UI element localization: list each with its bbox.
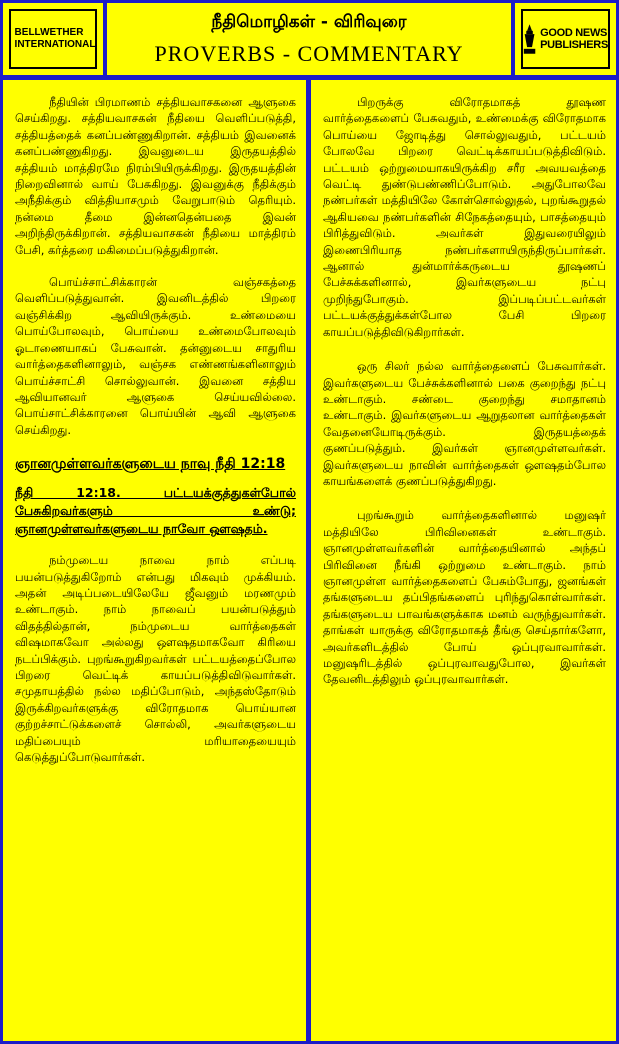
good-news-logo-line-2: PUBLISHERS [540,39,608,51]
bellwether-logo-frame [9,9,97,69]
good-news-logo [515,3,616,75]
good-news-logo-text [540,27,608,51]
bellwether-logo-line-1: BELLWETHER [14,27,84,38]
bellwether-logo-line-2: INTERNATIONAL [14,39,96,50]
bellwether-logo-text [15,27,96,51]
title-tamil: நீதிமொழிகள் - விரிவுரை [211,12,407,32]
right-paragraph-3: புறங்கூறும் வார்த்தைகளினால் மனுஷர் மத்தியிலே பிரிவினைகள் உண்டாகும். ஞானமுள்ளவர்களின் வார்த்தையினால் அந்தப் பிரிவினை நீங்கி ஒற்றுமை உண்டாகும். நாம் ஞானமுள்ள வார்த்தைகளைப் பேசும்போது, ஜனங்கள் தங்களுடைய தப்பிதங்களைப் புரிந்துகொள்வார்கள். தங்களுடைய பாவங்களுக்காக மனம் வருந்துவார்கள். தாங்கள் யாருக்கு விரோதமாகத் தீங்கு செய்தார்களோ, அவர்களிடத்தில் போய் ஒப்புரவாவார்கள். மனுஷரிடத்தில் ஒப்புரவாவதுபோல, இவர்கள் தேவனிடத்திலும் ஒப்புரவாவார்கள். [323,508,606,687]
left-column [3,80,306,1041]
title-english: PROVERBS - COMMENTARY [154,41,464,66]
left-paragraph-2: பொய்ச்சாட்சிக்காரன் வஞ்சகத்தை வெளிப்படுத்துவான். இவனிடத்தில் பிறரை வஞ்சிக்கிற ஆவியிருக்கும். உண்மையை பொய்போலவும், பொய்யை உண்மைபோலவும் ஓடாணையாகப் பேசுவான். தன்னுடைய சாதுரிய வார்த்தைகளினாலும், வஞ்சக எண்ணங்களினாலும் பொய்ச்சாட்சி சொல்லுவான். இவனை சத்திய ஆவியானவர் ஆளுகை செய்யவில்லை. பொய்சாட்சிக்காரனை பொய்யின் ஆவி ஆளுகை செய்கிறது. [15,275,296,437]
right-paragraph-1: பிறருக்கு விரோதமாகத் தூஷண வார்த்தைகளைப் பேசுவதும், உண்மைக்கு விரோதமாக பொய்யை ஜோடித்து சொல்லுவதும், பட்டயம் போலவே பிறரை வெட்டிக்காயப்படுத்திவிடும். பட்டயம் ஒற்றுமையாகயிருக்கிற சரீர அவயவத்தை வெட்டி துண்டுபண்ணிப்போடும். அதுபோலவே நண்பர்கள் மத்தியிலே கோள்சொல்லுதல், புறங்கூறுதல் ஆகியவை நண்பர்களின் சிநேகத்தையும், பாசத்தையும் பிரித்துவிடும். அவர்கள் இதுவரையிலும் இணைபிரியாத நண்பர்களாயிருந்திருப்பார்கள். ஆனால் துன்மார்க்கருடைய தூஷணப் பேச்சுக்களினால், இவர்களுடைய நட்பு முறிந்துபோகும். இப்படிப்பட்டவர்கள் பட்டயக்குத்துக்கள்போல பேசி பிறரை காயப்படுத்திவிடுகிறார்கள். [323,95,606,339]
verse-quote: நீதி 12:18. பட்டயக்குத்துகள்போல் பேசுகிறவர்களும் உண்டு; ஞானமுள்ளவர்களுடைய நாவோ ஔஷதம். [15,485,296,537]
section-heading: ஞானமுள்ளவர்களுடைய நாவு நீதி 12:18 [15,456,286,473]
lamp-icon [523,19,536,59]
bellwether-logo [3,3,103,75]
left-paragraph-3: நம்முடைய நாவை நாம் எப்படி பயன்படுத்துகிறோம் என்பது மிகவும் முக்கியம். அதன் அடிப்படையிலேயே ஜீவனும் மரணமும் உண்டாகும். நாம் நாவைப் பயன்படுத்தும் விதத்தில்தான், நம்முடைய வார்த்தைகள் விஷமாகவோ அல்லது ஔஷதமாகவோ கிரியை நடப்பிக்கும். புறங்கூறுகிறவர்கள் பட்டயத்தைப்போல பிறரை வெட்டிக் காயப்படுத்திவிடுவார்கள். சமுதாயத்தில் நல்ல மதிப்போடும், அந்தஸ்தோடும் இருக்கிறவர்களுக்கு விரோதமாக பொய்யான குற்றச்சாட்டுக்களைச் சொல்லி, அவர்களுடைய மதிப்பையும் மரியாதையையும் கெடுத்துப்போடுவார்கள். [15,553,296,764]
right-column [311,80,616,1041]
right-column-content [323,94,606,706]
good-news-logo-frame [521,9,610,69]
page-header [107,3,511,75]
left-column-content [15,94,296,781]
left-paragraph-1: நீதியின் பிரமாணம் சத்தியவாசகனை ஆளுகை செய்கிறது. சத்தியவாசகன் நீதியை வெளிப்படுத்தி, சத்தியத்தைக் கனப்பண்ணுகிறான். சத்தியம் இவனைக் கனப்பண்ணுகிறது. இவனுடைய இருதயத்தில் சத்தியம் மாத்திரமே நிரம்பியிருக்கிறது. இருதயத்தின் நிறைவினால் வாய் பேசுகிறது. இவனுக்கு நீதிக்கும் அநீதிக்கும் வித்தியாசமும் வேறுபாடும் தெரியும். நன்மை தீமை இன்னதென்பதை இவன் அறிந்திருக்கிறான். சத்தியவாசகன் நீதியை மாத்திரம் பேசி, கர்த்தரை மகிமைப்படுத்துகிறான். [15,95,296,257]
right-paragraph-2: ஒரு சிலர் நல்ல வார்த்தைளைப் பேசுவார்கள். இவர்களுடைய பேச்சுக்களினால் பகை குறைந்து நட்பு உண்டாகும். சண்டை குறைந்து சமாதானம் உண்டாகும். இவர்களுடைய ஆறுதலான வார்த்தைகள் வேதனையோடிருக்கும். இருதயத்தைக் குணப்படுத்தும். இவர்கள் ஞானமுள்ளவர்கள். இவர்களுடைய நாவின் வார்த்தைகள் ஔஷதம்போல காயங்களைக் குணப்படுத்துகிறது. [323,359,606,488]
good-news-logo-line-1: GOOD NEWS [540,27,608,39]
